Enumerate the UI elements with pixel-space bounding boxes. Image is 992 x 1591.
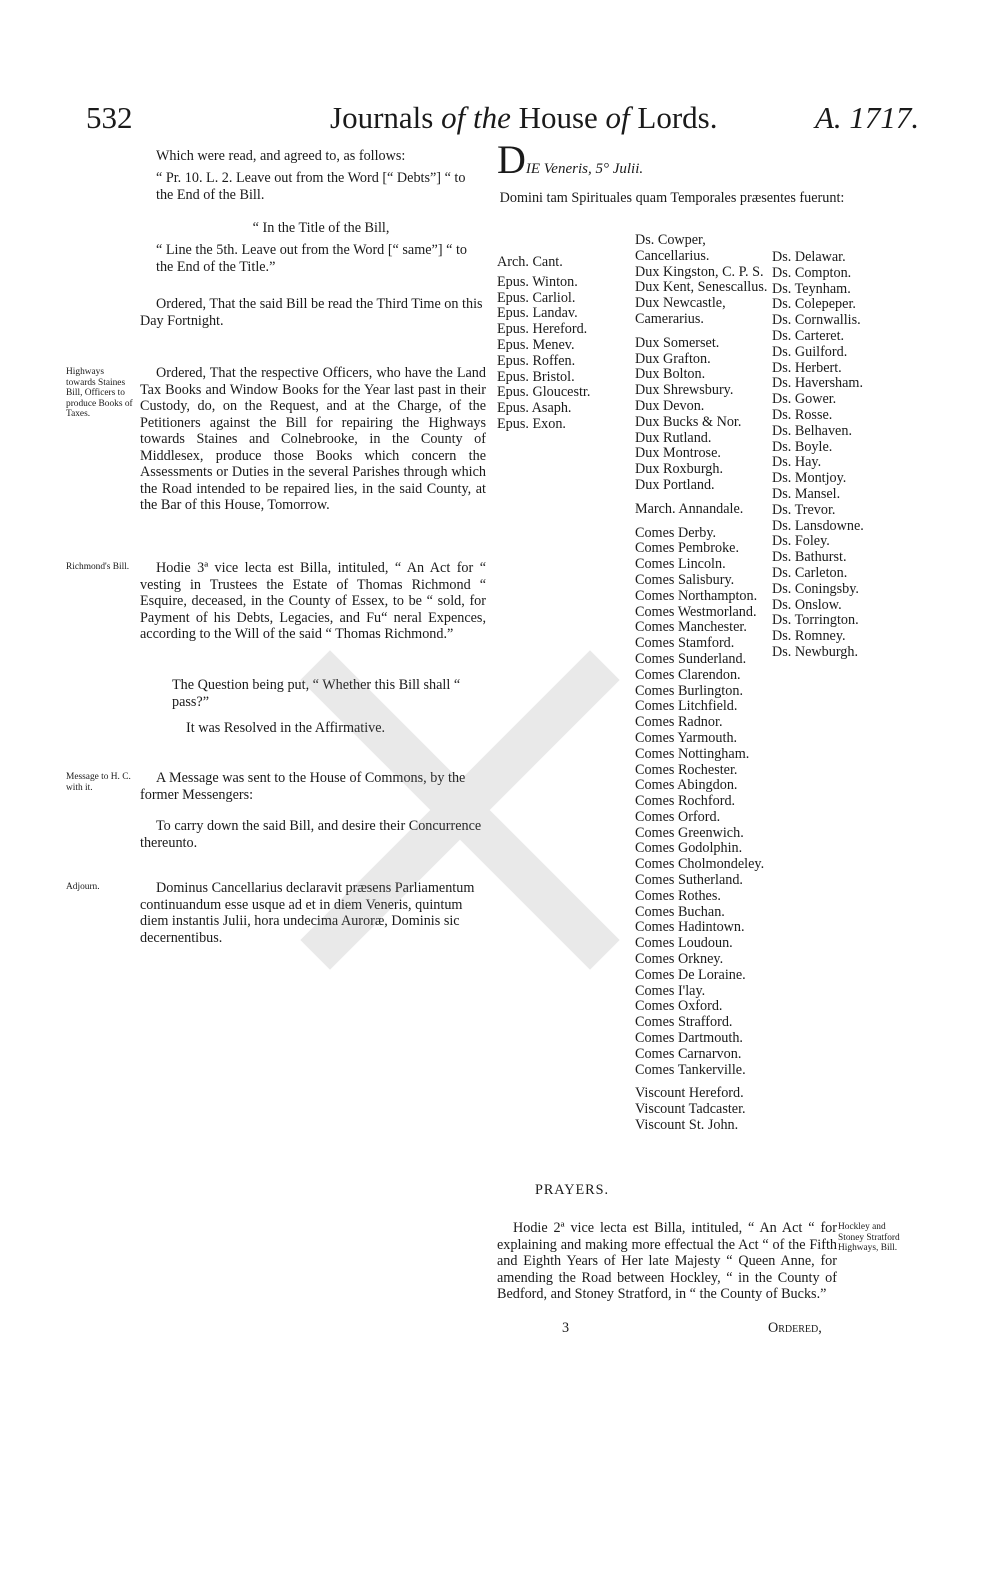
list-item: Comes Abingdon. xyxy=(635,777,738,794)
list-item: Ds. Bathurst. xyxy=(772,549,847,566)
list-item: Ds. Carteret. xyxy=(772,327,845,344)
signature-mark: 3 xyxy=(562,1320,570,1336)
list-item: Viscount Hereford. xyxy=(635,1085,744,1102)
list-item: Dux Kingston, C. P. S. xyxy=(635,263,764,280)
richmond-bill: Hodie 3ª vice lecta est Billa, intituled, “ An Act for “ vesting in Trustees the Estate of Thomas Richmond “ Esquire, deceased, in the County of Essex, to be “ sold, for Payment of his Debts, Legacies, and Fu“ neral Expences, according to the Will of the said “ Thomas Richmond.” xyxy=(140,560,486,642)
page-number: 532 xyxy=(86,100,133,135)
ordered-third-reading: Ordered, That the said Bill be read the Third Time on this Day Fortnight. xyxy=(140,296,483,329)
list-item: Comes Manchester. xyxy=(635,619,747,636)
list-item: Epus. Asaph. xyxy=(497,400,572,417)
list-item: Comes Godolphin. xyxy=(635,840,743,857)
list-item: Ds. Rosse. xyxy=(772,406,833,423)
list-item: Dux Somerset. xyxy=(635,334,720,351)
intro-line: Which were read, and agreed to, as follows: xyxy=(156,148,406,164)
list-item: Comes Radnor. xyxy=(635,714,723,731)
list-item: Comes Hadintown. xyxy=(635,919,745,936)
list-item: Dux Montrose. xyxy=(635,445,721,462)
list-item: Ds. Montjoy. xyxy=(772,470,847,487)
margin-note-message: Message to H. C. with it. xyxy=(66,772,131,793)
date-initial: D xyxy=(497,137,526,182)
list-item: Ds. Hay. xyxy=(772,454,822,471)
list-item: Ds. Mansel. xyxy=(772,485,841,502)
catchword: Ordered, xyxy=(768,1320,822,1336)
list-item: Comes Rothes. xyxy=(635,887,721,904)
lords-temporal-list xyxy=(635,233,775,1134)
list-item: Comes Strafford. xyxy=(635,1014,733,1031)
list-item: Comes Loudoun. xyxy=(635,935,733,952)
bishops-list xyxy=(497,255,590,433)
running-title-word: Journals xyxy=(330,100,434,135)
list-item: Ds. Guilford. xyxy=(772,343,848,360)
list-item: Dux Roxburgh. xyxy=(635,461,724,478)
running-title xyxy=(330,100,718,136)
list-item: Comes Rochford. xyxy=(635,793,736,810)
domini-present: Domini tam Spirituales quam Temporales præsentes fuerunt: xyxy=(499,190,845,206)
list-item: Ds. Lansdowne. xyxy=(772,517,864,534)
list-item: Comes Sutherland. xyxy=(635,872,743,889)
date-heading xyxy=(497,137,644,182)
list-item: Epus. Roffen. xyxy=(497,352,576,369)
ordered-officers: Ordered, That the respective Officers, who have the Land Tax Books and Window Books for the Year last past in their Custody, do, on the Request, and at the Charge, of the Petitioners against the Bill for repairing the Highways towards Staines and Colnebrooke, in the County of Middlesex, produce those Books which concern the Assessments or Duties in the several Parishes through which the Road intended to be repaired lies, in the said County, at the Bar of this House, Tomorrow. xyxy=(140,365,486,513)
list-item: Comes Greenwich. xyxy=(635,824,744,841)
list-item: Comes Clarendon. xyxy=(635,666,741,683)
list-item: Ds. Romney. xyxy=(772,628,846,645)
prayers-heading: PRAYERS. xyxy=(534,1182,610,1198)
list-item: Comes Orkney. xyxy=(635,951,724,968)
running-title-word: Lords. xyxy=(637,100,718,135)
list-item: Ds. Delawar. xyxy=(772,249,846,265)
list-item: Ds. Carleton. xyxy=(772,564,848,581)
list-item: Comes I'lay. xyxy=(635,982,706,999)
amendment-title-heading: “ In the Title of the Bill, xyxy=(252,220,390,236)
list-item: Dux Shrewsbury. xyxy=(635,382,734,399)
margin-note-richmond: Richmond's Bill. xyxy=(66,562,130,572)
list-item: Viscount St. John. xyxy=(635,1117,739,1134)
amendment-two: “ Line the 5th. Leave out from the Word [“ same”] “ to the End of the Title.” xyxy=(156,242,467,275)
date-rest: IE Veneris, 5° Julii. xyxy=(525,161,644,177)
margin-note-hockley: Hockley and Stoney Stratford Highways, Bill. xyxy=(838,1222,900,1253)
list-item: Comes Stamford. xyxy=(635,635,735,652)
running-title-word: of xyxy=(441,100,466,135)
list-item: Ds. Torrington. xyxy=(772,612,859,629)
list-item: Comes Northampton. xyxy=(635,587,758,604)
list-item: Ds. Herbert. xyxy=(772,359,842,376)
list-item: Comes Cholmondeley. xyxy=(635,856,765,873)
list-item: Comes Buchan. xyxy=(635,903,725,920)
list-item: Epus. Hereford. xyxy=(497,321,588,338)
list-item: Epus. Menev. xyxy=(497,336,575,353)
list-item: Ds. Foley. xyxy=(772,533,830,550)
list-item: Dux Rutland. xyxy=(635,429,712,446)
list-item: Ds. Cowper, Cancellarius. xyxy=(635,232,710,264)
list-item: Comes De Loraine. xyxy=(635,966,746,983)
list-item: Ds. Haversham. xyxy=(772,375,864,392)
list-item: Comes Nottingham. xyxy=(635,745,750,762)
list-item: Dux Kent, Senescallus. xyxy=(635,279,768,296)
list-item: Comes Salisbury. xyxy=(635,571,735,588)
list-item: March. Annandale. xyxy=(635,500,744,517)
list-item: Dux Devon. xyxy=(635,397,705,414)
list-item: Ds. Belhaven. xyxy=(772,422,852,439)
hockley-bill: Hodie 2ª vice lecta est Billa, intituled, “ An Act “ for explaining and making more effectual the Act “ of the Fifth and Eighth Years of Her late Majesty “ Queen Anne, for amending the Road between Hockley, “ in the County of Bedford, and Stoney Stratford, in “ the County of Bucks.” xyxy=(497,1220,837,1302)
list-item: Comes Burlington. xyxy=(635,682,743,699)
list-item: Dux Bolton. xyxy=(635,366,706,383)
list-item: Epus. Carliol. xyxy=(497,289,576,306)
list-item: Ds. Colepeper. xyxy=(772,296,856,313)
list-item: Ds. Boyle. xyxy=(772,438,833,455)
list-item: Dux Portland. xyxy=(635,476,715,493)
list-item: Dux Bucks & Nor. xyxy=(635,413,742,430)
list-item: Comes Oxford. xyxy=(635,998,723,1015)
list-item: Ds. Teynham. xyxy=(772,280,851,297)
list-item: Comes Litchfield. xyxy=(635,698,738,715)
list-item: Comes Dartmouth. xyxy=(635,1030,743,1047)
question-put: The Question being put, “ Whether this Bill shall “ pass?” xyxy=(172,677,461,710)
list-item: Comes Pembroke. xyxy=(635,540,740,557)
list-item: Viscount Tadcaster. xyxy=(635,1101,746,1118)
list-item: Dux Grafton. xyxy=(635,350,711,367)
list-item: Epus. Gloucestr. xyxy=(497,384,591,401)
list-item: Comes Yarmouth. xyxy=(635,729,738,746)
list-item: Epus. Exon. xyxy=(497,415,566,432)
amendment-one: “ Pr. 10. L. 2. Leave out from the Word [“ Debts”] “ to the End of the Bill. xyxy=(156,170,466,203)
list-item: Comes Sunderland. xyxy=(635,650,747,667)
list-item: Ds. Onslow. xyxy=(772,596,842,613)
list-item: Comes Westmorland. xyxy=(635,603,757,620)
running-title-word: the xyxy=(472,100,511,135)
running-title-word: of xyxy=(605,100,630,135)
list-item: Ds. Gower. xyxy=(772,391,837,408)
list-item: Comes Orford. xyxy=(635,808,721,825)
running-title-word: House xyxy=(518,100,598,135)
list-item: Ds. Cornwallis. xyxy=(772,312,861,329)
margin-note-highways: Highways towards Staines Bill, Officers to produce Books of Taxes. xyxy=(66,367,133,419)
barons-list xyxy=(772,250,864,661)
adjournment: Dominus Cancellarius declaravit præsens Parliamentum continuandum esse usque ad et in diem Veneris, quintum diem instantis Julii, hora undecima Auroræ, Dominis sic decernentibus. xyxy=(140,880,475,946)
carry-down: To carry down the said Bill, and desire their Concurrence thereunto. xyxy=(140,818,482,851)
list-item: Comes Tankerville. xyxy=(635,1061,746,1078)
message-sent: A Message was sent to the House of Commons, by the former Messengers: xyxy=(140,770,466,803)
list-item: Arch. Cant. xyxy=(497,254,563,270)
margin-note-adjourn: Adjourn. xyxy=(66,882,100,892)
list-item: Epus. Winton. xyxy=(497,273,578,290)
list-item: Epus. Landav. xyxy=(497,305,578,322)
list-item: Ds. Compton. xyxy=(772,264,852,281)
list-item: Ds. Coningsby. xyxy=(772,580,859,597)
list-item: Comes Derby. xyxy=(635,524,717,541)
resolved-line: It was Resolved in the Affirmative. xyxy=(186,720,386,736)
list-item: Ds. Newburgh. xyxy=(772,643,859,660)
list-item: Ds. Trevor. xyxy=(772,501,836,518)
list-item: Comes Rochester. xyxy=(635,761,738,778)
list-item: Comes Carnarvon. xyxy=(635,1045,742,1062)
list-item: Dux Newcastle, Camerarius. xyxy=(635,295,726,327)
list-item: Epus. Bristol. xyxy=(497,368,575,385)
page-year: A. 1717. xyxy=(815,100,920,135)
list-item: Comes Lincoln. xyxy=(635,556,726,573)
